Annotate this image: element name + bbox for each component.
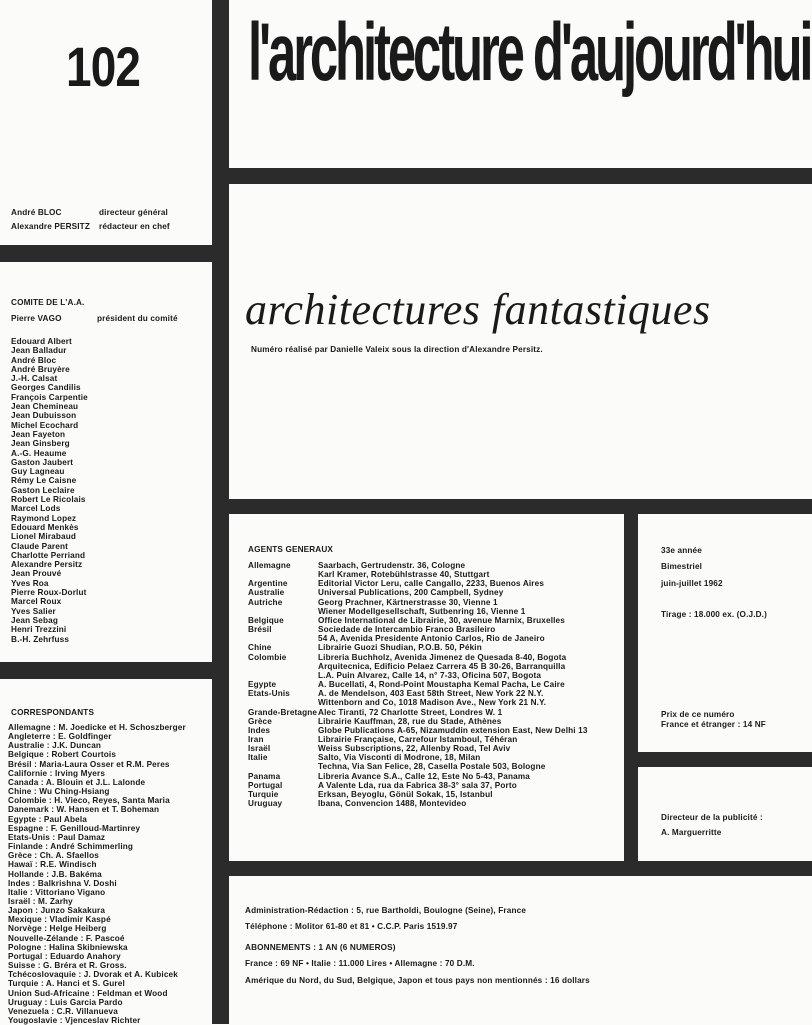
correspondant-line: Allemagne : M. Joedicke et H. Schoszberger [8, 723, 186, 732]
correspondant-line: Union Sud-Africaine : Feldman et Wood [8, 988, 168, 998]
agent-country [248, 698, 318, 707]
comite-member: François Carpentie [11, 392, 88, 402]
agent-address: A. de Mendelson, 403 East 58th Street, New York 22 N.Y. [318, 689, 544, 699]
comite-member: Charlotte Perriand [11, 550, 86, 560]
correspondant-line: Turquie : A. Hanci et S. Gurel [8, 979, 125, 989]
agent-address: Universal Publications, 200 Campbell, Sydney [318, 588, 504, 598]
comite-member: Michel Ecochard [11, 420, 79, 430]
comite-member: Robert Le Ricolais [11, 495, 86, 505]
price-info [661, 710, 766, 730]
direction-block [11, 208, 170, 232]
issue-tirage: Tirage : 18.000 ex. (O.J.D.) [661, 610, 767, 619]
agent-row [248, 753, 588, 762]
agent-row [248, 616, 588, 625]
agent-row [248, 772, 588, 781]
agent-address: Globe Publications A-65, Nizamuddin extension East, New Delhi 13 [318, 725, 588, 735]
agent-row [248, 671, 588, 680]
correspondant-line: Angleterre : E. Goldfinger [8, 732, 112, 742]
comite-member: Pierre Roux-Dorlut [11, 588, 87, 598]
agent-row [248, 634, 588, 643]
horizontal-rule-right-1 [638, 752, 812, 767]
agent-address: Librairie Guozi Shudian, P.O.B. 50, Pékin [318, 643, 482, 653]
agent-address: Libreria Buchholz, Avenida Jimenez de Quesada 8-40, Bogota [318, 652, 567, 662]
vertical-rule-right [624, 514, 638, 861]
correspondant-line: Tchécoslovaquie : J. Dvorak et A. Kubicek [8, 970, 178, 980]
comite-member: Edouard Menkès [11, 522, 79, 532]
agent-address: L.A. Puin Alvarez, Calle 14, n° 7-33, Oficina 507, Bogota [318, 670, 542, 680]
correspondant-line: Finlande : André Schimmerling [8, 842, 134, 852]
correspondant-line: Australie : J.K. Duncan [8, 741, 102, 751]
agent-country: Etats-Unis [248, 689, 290, 699]
correspondant-line: Egypte : Paul Abela [8, 814, 87, 824]
agent-country: Turquie [248, 789, 279, 799]
correspondant-line: Pologne : Halina Skibniewska [8, 942, 128, 952]
agent-row [248, 790, 588, 799]
agent-row [248, 781, 588, 790]
correspondant-line: Etats-Unis : Paul Damaz [8, 832, 106, 842]
correspondant-line: Italie : Vittoriano Vigano [8, 887, 106, 897]
agent-country [248, 634, 318, 643]
comite-member: Jean Ginsberg [11, 439, 70, 449]
agent-row [248, 726, 588, 735]
agent-address: Sociedade de Intercambio Franco Brasileiro [318, 625, 496, 635]
agent-country: Portugal [248, 780, 283, 790]
horizontal-rule-left-2 [0, 662, 212, 679]
agents-list [248, 561, 588, 808]
agent-address: Alec Tiranti, 72 Charlotte Street, Londres W. 1 [318, 707, 503, 717]
advertising-info [661, 813, 763, 838]
agent-address: Salto, Via Visconti di Modrone, 18, Milan [318, 753, 481, 763]
comite-members-list [11, 337, 88, 644]
agent-country: Colombie [248, 652, 287, 662]
agent-country: Brésil [248, 625, 272, 635]
agent-row [248, 708, 588, 717]
direction-name: Alexandre PERSITZ [11, 222, 90, 232]
agent-country: Chine [248, 643, 272, 653]
correspondant-line: Canada : A. Blouin et J.L. Lalonde [8, 777, 146, 787]
direction-role: directeur général [99, 208, 168, 217]
agents-heading: AGENTS GENERAUX [248, 545, 334, 554]
agent-row [248, 689, 588, 698]
agent-address: Georg Prachner, Kärtnerstrasse 30, Vienne 1 [318, 597, 498, 607]
agent-country [248, 762, 318, 771]
direction-role: rédacteur en chef [99, 222, 170, 232]
comite-member: Henri Trezzini [11, 625, 67, 635]
correspondant-line: Chine : Wu Ching-Hsiang [8, 787, 110, 797]
agent-address: Arquitecnica, Edificio Pelaez Carrera 45 B 30-26, Barranquilla [318, 661, 566, 671]
masthead-title: l'architecture d'aujourd'hui [248, 7, 811, 98]
comite-member: Jean Dubuisson [11, 411, 77, 421]
agent-address: Wiener Modellgesellschaft, Sutbenring 16, Vienne 1 [318, 606, 526, 616]
agent-row [248, 579, 588, 588]
correspondant-line: Venezuela : C.R. Villanueva [8, 1006, 118, 1016]
agent-country: Grande-Bretagne [248, 707, 318, 717]
feature-credit: Numéro réalisé par Danielle Valeix sous la direction d'Alexandre Persitz. [251, 345, 543, 354]
correspondant-line: Israël : M. Zarhy [8, 896, 73, 906]
correspondant-line: Portugal : Eduardo Anahory [8, 951, 121, 961]
comite-heading: COMITE DE L'A.A. [11, 298, 85, 307]
correspondant-line: Mexique : Vladimir Kaspé [8, 915, 111, 925]
agent-address: Librairie Kauffman, 28, rue du Stade, Athènes [318, 716, 502, 726]
agent-row [248, 717, 588, 726]
agent-country: Egypte [248, 680, 277, 690]
comite-member: A.-G. Heaume [11, 448, 67, 458]
vertical-rule-left [212, 0, 229, 1024]
agent-row [248, 680, 588, 689]
comite-member: Marcel Roux [11, 597, 62, 607]
agent-country: Italie [248, 753, 268, 763]
agent-row [248, 762, 588, 771]
comite-member: Gaston Jaubert [11, 457, 74, 467]
agent-country: Argentine [248, 579, 288, 589]
agent-address: A. Bucellati, 4, Rond-Point Moustapha Kemal Pacha, Le Caire [318, 680, 565, 690]
comite-member: André Bruyère [11, 364, 70, 374]
horizontal-rule-bottom [229, 861, 812, 876]
horizontal-rule-left-1 [0, 245, 212, 262]
correspondant-line: Californie : Irving Myers [8, 768, 106, 778]
president-name: Pierre VAGO [11, 314, 62, 323]
agent-row [248, 625, 588, 634]
direction-name: André BLOC [11, 208, 62, 217]
agent-row [248, 588, 588, 597]
advertising-name: A. Marguerritte [661, 828, 722, 838]
president-role: président du comité [97, 314, 178, 323]
agent-address: Wittenborn and Co, 1018 Madison Ave., New York 21 N.Y. [318, 698, 547, 708]
issue-periodicity: Bimestriel [661, 562, 703, 572]
comite-member: Claude Parent [11, 541, 69, 551]
agent-address: Techna, Via San Felice, 28, Casella Postale 503, Bologne [318, 762, 546, 772]
agent-row [248, 643, 588, 652]
correspondant-line: Indes : Balkrishna V. Doshi [8, 878, 117, 888]
comite-member: Alexandre Persitz [11, 560, 83, 570]
correspondant-line: Nouvelle-Zélande : F. Pascoé [8, 933, 125, 943]
comite-member: Edouard Albert [11, 337, 72, 346]
correspondants-heading: CORRESPONDANTS [11, 708, 95, 717]
correspondant-line: Norvège : Helge Heiberg [8, 924, 107, 934]
footer-subscriptions-heading: ABONNEMENTS : 1 AN (6 NUMEROS) [245, 943, 396, 952]
direction-row [11, 222, 170, 231]
agent-row [248, 570, 588, 579]
correspondant-line: Suisse : G. Bréra et R. Gross. [8, 961, 127, 971]
agent-country: Iran [248, 734, 264, 744]
comite-member: Raymond Lopez [11, 513, 77, 523]
issue-date: juin-juillet 1962 [661, 578, 723, 588]
comite-member: André Bloc [11, 355, 57, 365]
agent-country: Grèce [248, 716, 272, 726]
agent-address: Erksan, Beyoglu, Gönül Sokak, 15, Istanbul [318, 789, 493, 799]
comite-member: Jean Sebag [11, 615, 59, 625]
footer-rates-1: France : 69 NF • Italie : 11.000 Lires • Allemagne : 70 D.M. [245, 959, 475, 968]
comite-member: Jean Balladur [11, 346, 67, 356]
correspondant-line: Yougoslavie : Vjenceslav Richter [8, 1016, 141, 1025]
agent-country [248, 671, 318, 680]
correspondant-line: Brésil : Maria-Laura Osser et R.M. Peres [8, 759, 170, 769]
correspondant-line: Belgique : Robert Courtois [8, 750, 117, 760]
correspondant-line: Japon : Junzo Sakakura [8, 906, 106, 916]
agent-country [248, 662, 318, 671]
issue-number: 102 [66, 35, 141, 98]
direction-row [11, 208, 170, 217]
comite-member: Rémy Le Caisne [11, 476, 77, 486]
comite-member: Gaston Leclaire [11, 485, 75, 495]
agent-address: Ibana, Convencion 1488, Montevideo [318, 799, 467, 809]
agent-address: Editorial Victor Leru, calle Cangallo, 2233, Buenos Aires [318, 579, 545, 589]
advertising-label: Directeur de la publicité : [661, 813, 763, 822]
comite-member: Yves Salier [11, 606, 56, 616]
correspondant-line: Hollande : J.B. Bakéma [8, 869, 102, 879]
agent-row [248, 561, 588, 570]
correspondant-line: Grèce : Ch. A. Sfaellos [8, 851, 99, 861]
comite-member: Lionel Mirabaud [11, 532, 77, 542]
footer-phone: Téléphone : Molitor 61-80 et 81 • C.C.P. Paris 1519.97 [245, 922, 458, 931]
agent-row [248, 653, 588, 662]
agent-address: Office International de Librairie, 30, avenue Marnix, Bruxelles [318, 615, 565, 625]
agent-row [248, 607, 588, 616]
agent-country: Israël [248, 744, 271, 754]
correspondant-line: Espagne : F. Genilloud-Martinrey [8, 823, 141, 833]
price-value: France et étranger : 14 NF [661, 720, 766, 730]
comite-member: B.-H. Zehrfuss [11, 634, 70, 644]
agent-country: Indes [248, 725, 271, 735]
agent-address: 54 A, Avenida Presidente Antonio Carlos, Rio de Janeiro [318, 634, 545, 644]
agent-address: Librairie Française, Carrefour Istamboul, Téhéran [318, 734, 518, 744]
agent-address: Libreria Avance S.A., Calle 12, Este No 5-43, Panama [318, 771, 530, 781]
comite-president [11, 314, 178, 323]
agent-row [248, 799, 588, 808]
horizontal-rule-middle [229, 499, 812, 514]
agent-country [248, 570, 318, 579]
footer-rates-2: Amérique du Nord, du Sud, Belgique, Japon et tous pays non mentionnés : 16 dollars [245, 976, 590, 985]
agent-address: Saarbach, Gertrudenstr. 36, Cologne [318, 561, 466, 570]
correspondant-line: Colombie : H. Vieco, Reyes, Santa Maria [8, 796, 170, 806]
agent-row [248, 698, 588, 707]
comite-member: Marcel Lods [11, 504, 61, 514]
comite-member: Jean Prouvé [11, 569, 62, 579]
issue-info [661, 546, 723, 588]
correspondants-list [8, 723, 186, 1025]
price-label: Prix de ce numéro [661, 710, 735, 719]
agent-row [248, 744, 588, 753]
comite-member: Guy Lagneau [11, 467, 65, 477]
agent-address: Weiss Subscriptions, 22, Allenby Road, Tel Aviv [318, 744, 511, 754]
footer-address: Administration-Rédaction : 5, rue Bartholdi, Boulogne (Seine), France [245, 906, 527, 915]
comite-member: Yves Roa [11, 578, 49, 588]
issue-year: 33e année [661, 546, 702, 555]
agent-country: Autriche [248, 597, 283, 607]
agent-country: Uruguay [248, 799, 283, 809]
correspondant-line: Uruguay : Luis Garcia Pardo [8, 997, 123, 1007]
correspondant-line: Danemark : W. Hansen et T. Boheman [8, 805, 160, 815]
agent-row [248, 598, 588, 607]
agent-country: Panama [248, 771, 281, 781]
correspondant-line: Hawaï : R.E. Windisch [8, 860, 97, 870]
agent-country: Belgique [248, 615, 284, 625]
agent-address: A Valente Lda, rua da Fabrica 38-3° sala 37, Porto [318, 780, 517, 790]
agent-address: Karl Kramer, Rotebühlstrasse 40, Stuttgart [318, 570, 490, 580]
agent-row [248, 735, 588, 744]
comite-member: Jean Fayeton [11, 429, 66, 439]
agent-row [248, 662, 588, 671]
comite-member: Jean Chemineau [11, 402, 79, 412]
comite-member: Georges Candilis [11, 383, 81, 393]
agent-country [248, 607, 318, 616]
agent-country: Allemagne [248, 561, 291, 570]
comite-member: J.-H. Calsat [11, 374, 58, 384]
feature-title: architectures fantastiques [245, 285, 711, 334]
horizontal-rule-masthead [229, 168, 812, 184]
agent-country: Australie [248, 588, 285, 598]
